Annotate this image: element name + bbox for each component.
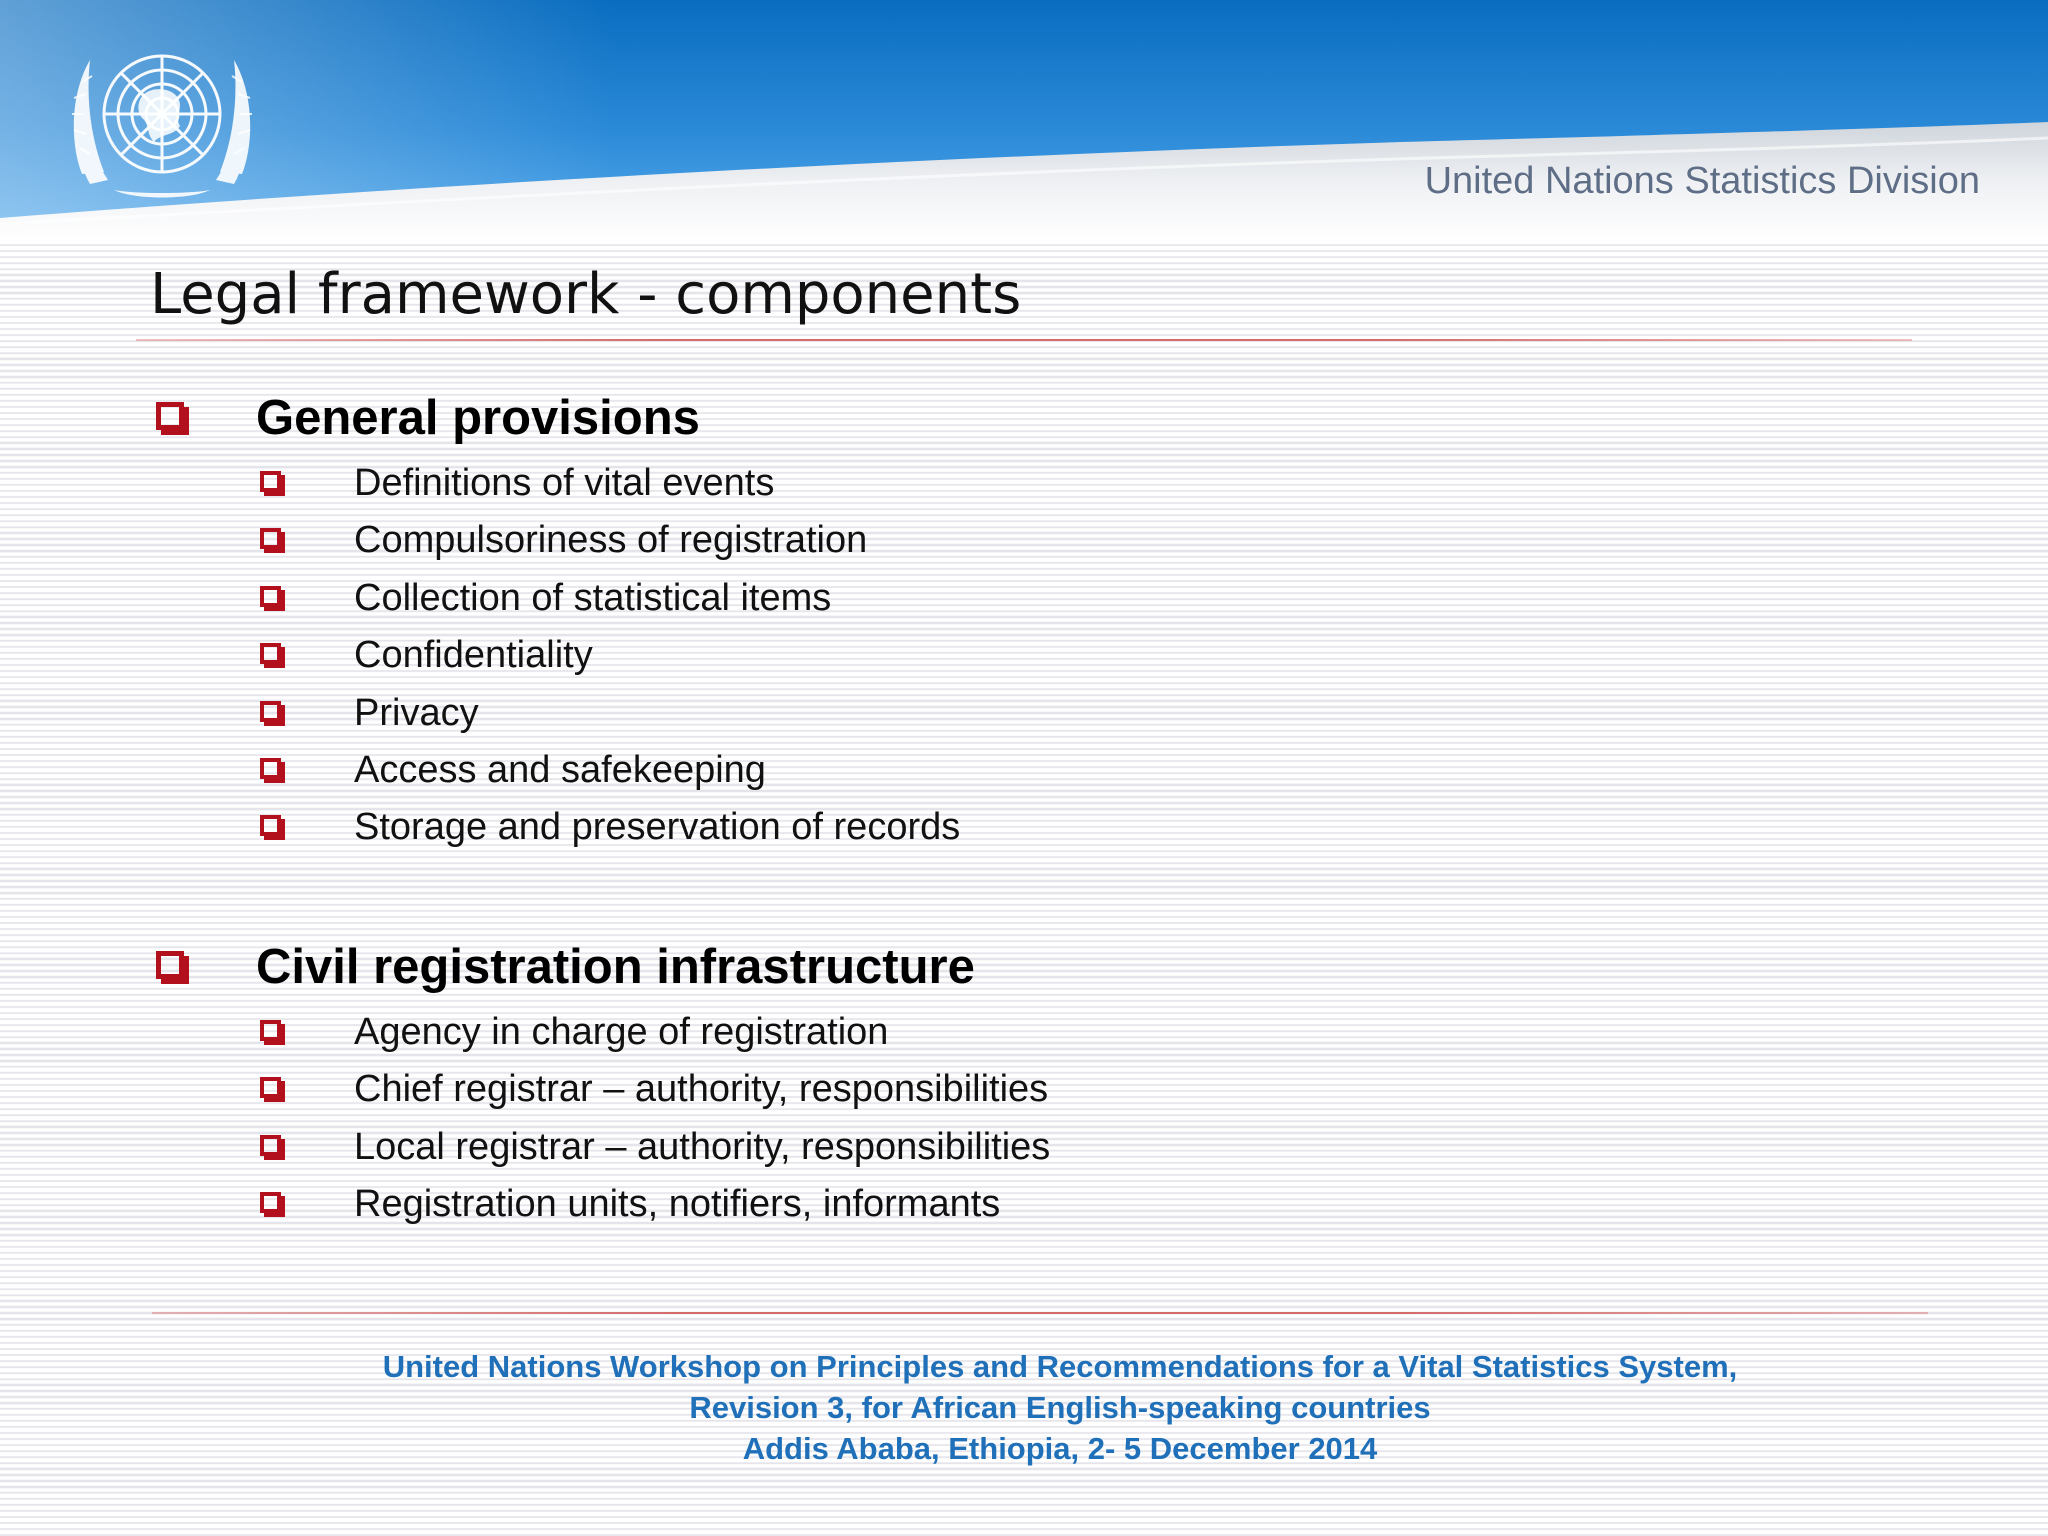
title-divider (136, 339, 1912, 341)
section-heading: General provisions (256, 391, 700, 445)
un-emblem-icon (60, 24, 264, 208)
organization-name: United Nations Statistics Division (1424, 160, 1980, 202)
checkbox-square-icon (260, 1135, 281, 1156)
checkbox-square-icon (260, 815, 281, 836)
list-item-text: Chief registrar – authority, responsibilities (354, 1068, 1049, 1111)
footer-line-revision: Revision 3, for African English-speaking countries (689, 1390, 1431, 1425)
footer-divider (152, 1312, 1928, 1314)
list-item-text: Storage and preservation of records (354, 806, 961, 849)
list-item-text: Compulsoriness of registration (354, 519, 868, 562)
list-item (0, 1064, 1400, 1121)
list-item (0, 458, 1400, 515)
list-item (0, 1122, 1400, 1179)
checkbox-square-icon (260, 471, 281, 492)
list-item (0, 802, 1400, 859)
section-heading-row (0, 388, 1400, 448)
list-item (0, 745, 1400, 802)
list-item (0, 630, 1400, 687)
list-item-text: Confidentiality (354, 634, 593, 677)
section-heading-row (0, 937, 1400, 997)
checkbox-square-icon (260, 1077, 281, 1098)
sub-list (0, 458, 1400, 860)
footer-line-location-date: Addis Ababa, Ethiopia, 2- 5 December 2014 (742, 1431, 1378, 1466)
list-item (0, 1179, 1400, 1236)
checkbox-square-icon (156, 402, 184, 430)
banner-background (0, 0, 2048, 240)
checkbox-square-icon (260, 1192, 281, 1213)
section-heading: Civil registration infrastructure (256, 940, 975, 994)
list-item-text: Registration units, notifiers, informants (354, 1183, 1001, 1226)
list-item-text: Access and safekeeping (354, 748, 766, 791)
list-item (0, 515, 1400, 572)
checkbox-square-icon (260, 1020, 281, 1041)
list-item-text: Collection of statistical items (354, 576, 832, 619)
footer-line-workshop: United Nations Workshop on Principles and Recommendations for a Vital Statistics System, (382, 1349, 1738, 1384)
list-item-text: Definitions of vital events (354, 462, 775, 504)
footer (0, 1346, 2048, 1469)
checkbox-square-icon (156, 951, 184, 979)
list-item (0, 688, 1400, 745)
checkbox-square-icon (260, 528, 281, 549)
sub-list (0, 1007, 1400, 1237)
header-banner (0, 0, 2048, 240)
list-item (0, 573, 1400, 630)
checkbox-square-icon (260, 643, 281, 664)
list-item-text: Local registrar – authority, responsibilities (354, 1125, 1051, 1168)
checkbox-square-icon (260, 701, 281, 722)
slide-title: Legal framework - components (150, 262, 1022, 327)
list-item-text: Agency in charge of registration (354, 1011, 889, 1053)
checkbox-square-icon (260, 758, 281, 779)
list-item-text: Privacy (354, 691, 479, 734)
list-item (0, 1007, 1400, 1064)
checkbox-square-icon (260, 586, 281, 607)
